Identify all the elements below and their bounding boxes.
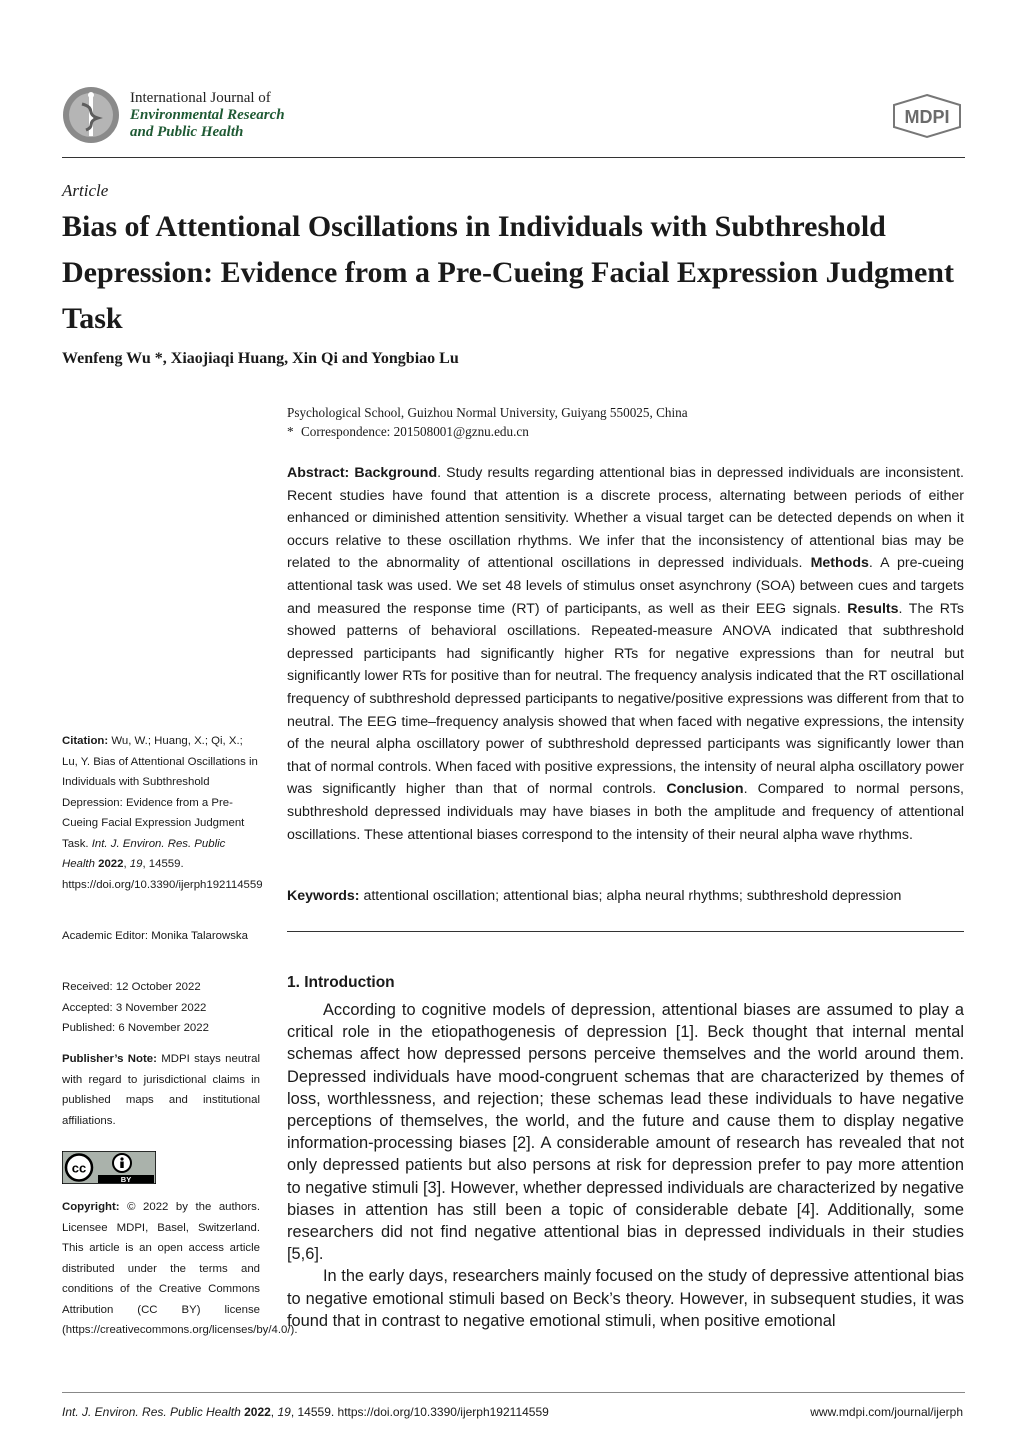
footer-doi: , 14559. https://doi.org/10.3390/ijerph192114559	[290, 1405, 549, 1419]
correspondence: Correspondence: 201508001@gznu.edu.cn	[301, 424, 529, 439]
article-title: Bias of Attentional Oscillations in Individuals with Subthreshold Depression: Evidence from a Pre-Cueing Facial Expression Judgment Task	[62, 210, 954, 335]
keywords-label: Keywords:	[287, 888, 360, 904]
citation-year: 2022	[98, 858, 124, 870]
copyright-block	[62, 1197, 298, 1341]
author-list: Wenfeng Wu *, Xiaojiaqi Huang, Xin Qi and Yongbiao Lu	[62, 350, 459, 367]
footer-volume: 19	[277, 1405, 291, 1419]
citation-label: Citation:	[62, 735, 109, 747]
footer-year: 2022	[244, 1405, 271, 1419]
abstract	[287, 462, 964, 846]
journal-name-line1: International Journal of	[130, 90, 271, 106]
abstract-background: . Study results regarding attentional bias in depressed individuals are inconsistent. Recent studies have found that attention is a discrete process, alternating between periods of either enhanced or diminished attention sensitivity. Whether a visual target can be detected depends on when it occurs relative to these oscillation rhythms. We infer that the inconsistency of attentional bias may be related to the abnormality of attentional oscillations in depressed individuals.	[287, 465, 964, 572]
journal-name-line3: and Public Health	[130, 124, 244, 140]
abstract-results: . The RTs showed patterns of behavioral oscillations. Repeated-measure ANOVA indicated that subthreshold depressed participants had significantly higher RTs for negative expressions than for neutral but significantly lower RTs for positive than for neutral. The frequency analysis indicated that the RT oscillational frequency of subthreshold depressed participants to negative/positive expressions was different from that to neutral. The EEG time–frequency analysis showed that when faced with negative expressions, the intensity of the neural alpha oscillatory power of subthreshold depressed participants was significantly lower than that of normal controls. When faced with positive expressions, the intensity of neural alpha oscillatory power was significantly higher than that of normal controls.	[287, 600, 964, 798]
abstract-methods: . A pre-cueing attentional task was used. We set 48 levels of stimulus onset asynchrony (SOA) between cues and targets and measured the response time (RT) of participants, as well as their EEG signals.	[287, 555, 964, 617]
svg-text:cc: cc	[71, 1160, 87, 1176]
intro-paragraph-1: According to cognitive models of depression, attentional biases are assumed to play a critical role in the etiopathogenesis of depression [1]. Beck thought that internal mental schemas affect how depressed persons perceive themselves and the world around them. Depressed individuals have mood-congruent schemas that are characterized by themes of loss, worthlessness, and rejection; these schemas lead these individuals to have negative perceptions of themselves, the world, and the future and cause them to display negative information-processing biases [2]. A considerable amount of research has revealed that not only depressed patients but also persons at risk for depression prefer to pay more attention to negative stimuli [3]. However, whether depressed individuals are characterized by negative biases in attention has still been a topic of considerable debate [4]. Additionally, some researchers did not find negative attentional bias in depressed individuals in their studies [5,6].	[287, 1001, 964, 1264]
abstract-conclusion: . Compared to normal persons, subthreshold depressed individuals may have biases in both the amplitude and frequency of attentional oscillations. These attentional biases correspond to the intensity of their neural alpha wave rhythms.	[287, 781, 964, 843]
publisher-note-text: MDPI stays neutral with regard to jurisdictional claims in published maps and institutional affiliations.	[62, 1053, 260, 1127]
cc-by-license-icon[interactable]	[62, 1151, 156, 1184]
introduction-body	[287, 999, 964, 1332]
section-heading-introduction: 1. Introduction	[287, 974, 395, 991]
footer-citation: Int. J. Environ. Res. Public Health 2022, 19, 14559. https://doi.org/10.3390/ijerph192114559	[62, 1405, 549, 1419]
mdpi-logo-text: MDPI	[904, 107, 950, 127]
copyright-text: © 2022 by the authors. Licensee MDPI, Basel, Switzerland. This article is an open access article distributed under the terms and conditions of the Creative Commons Attribution (CC BY) license (https://creativecommons.org/licenses/by/4.0/).	[62, 1201, 298, 1336]
keywords-text: attentional oscillation; attentional bias; alpha neural rhythms; subthreshold depression	[359, 888, 902, 904]
journal-logo-icon	[62, 86, 120, 144]
citation-block: Citation: Wu, W.; Huang, X.; Qi, X.; Lu, Y. Bias of Attentional Oscillations in Individuals with Subthreshold Depression: Evidence from a Pre-Cueing Facial Expression Judgment Task. Int. J. Environ. Res. Public Health 2022, 19, 14559. https://doi.org/10.3390/ijerph192114559	[62, 735, 263, 891]
abstract-label: Abstract:	[287, 465, 350, 481]
dates-block	[62, 977, 260, 1039]
accepted-date: Accepted: 3 November 2022	[62, 1001, 207, 1014]
publisher-note-label: Publisher’s Note:	[62, 1053, 157, 1065]
keywords-divider	[287, 931, 964, 932]
journal-name-line2: Environmental Research	[130, 107, 285, 123]
copyright-label: Copyright:	[62, 1201, 120, 1213]
publisher-note	[62, 1049, 260, 1131]
mdpi-logo-icon	[890, 93, 964, 139]
abstract-background-label: Background	[354, 465, 438, 481]
footer-divider	[62, 1392, 965, 1393]
academic-editor: Academic Editor: Monika Talarowska	[62, 930, 248, 942]
affiliations	[287, 403, 688, 441]
keywords	[287, 885, 964, 907]
correspondence-line	[287, 422, 688, 441]
citation-doi: , 14559. https://doi.org/10.3390/ijerph192114559	[62, 858, 263, 891]
header-divider	[62, 157, 965, 158]
affiliation: Psychological School, Guizhou Normal University, Guiyang 550025, China	[287, 405, 688, 420]
journal-name	[130, 90, 285, 141]
footer-journal: Int. J. Environ. Res. Public Health	[62, 1405, 241, 1419]
footer-journal-url[interactable]: www.mdpi.com/journal/ijerph	[810, 1405, 963, 1419]
citation-volume: 19	[129, 858, 143, 870]
citation-journal: Int. J. Environ. Res. Public Health	[62, 837, 226, 870]
correspondence-mark: *	[287, 424, 294, 439]
abstract-results-label: Results	[847, 600, 899, 617]
abstract-methods-label: Methods	[810, 555, 869, 572]
cc-badge-text: BY	[120, 1175, 132, 1184]
article-type: Article	[62, 181, 109, 200]
abstract-conclusion-label: Conclusion	[666, 781, 744, 798]
intro-paragraph-2: In the early days, researchers mainly focused on the study of depressive attentional bias to negative emotional stimuli based on Beck’s theory. However, in subsequent studies, it was found that in contrast to negative emotional stimuli, when positive emotional	[287, 1267, 964, 1330]
citation-text: Wu, W.; Huang, X.; Qi, X.; Lu, Y. Bias of Attentional Oscillations in Individuals with Subthreshold Depression: Evidence from a Pre-Cueing Facial Expression Judgment Task.	[62, 735, 258, 850]
received-date: Received: 12 October 2022	[62, 981, 201, 993]
published-date: Published: 6 November 2022	[62, 1022, 209, 1034]
